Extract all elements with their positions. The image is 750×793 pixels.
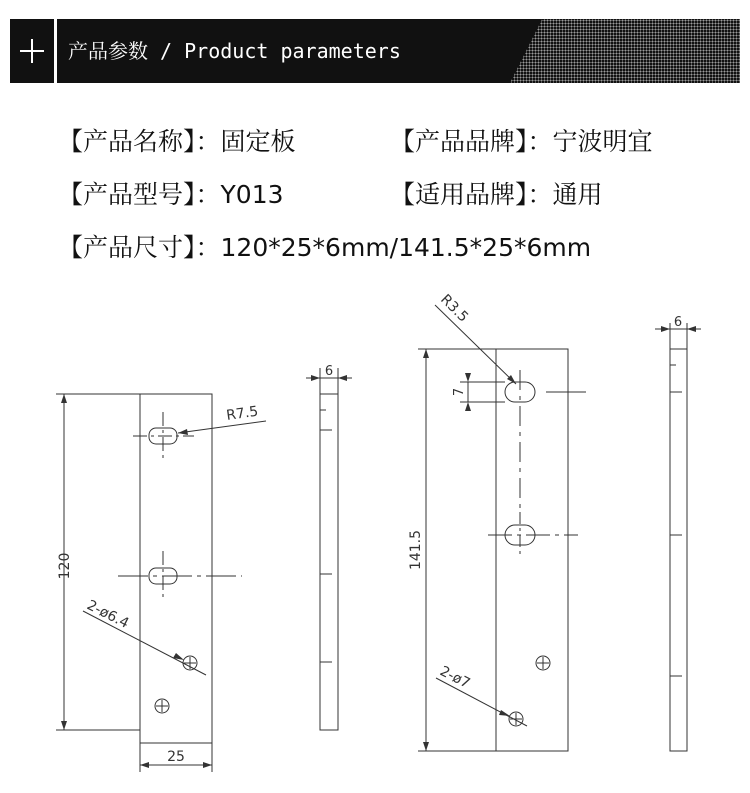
plate-a-width-label: 25 — [167, 749, 185, 765]
plate-a-outline — [140, 394, 212, 743]
plate-a-length-label: 120 — [57, 552, 73, 580]
plate-b-slot-width-label: 7 — [452, 387, 467, 397]
plate-a-holes-label: 2-ø6.4 — [84, 597, 132, 632]
section-title: 产品参数 / Product parameters — [68, 39, 401, 63]
plate-b-length-label: 141.5 — [408, 529, 424, 571]
param-product-brand: 【产品品牌】：宁波明宜 — [390, 127, 653, 156]
plate-b-thickness-label: 6 — [673, 315, 683, 330]
plate-a-thickness-label: 6 — [324, 364, 334, 379]
param-applicable-brand: 【适用品牌】：通用 — [390, 180, 603, 209]
plate-b-side-view — [670, 349, 687, 751]
param-product-size: 【产品尺寸】：120*25*6mm/141.5*25*6mm — [58, 233, 592, 262]
plate-b-holes-label: 2-ø7 — [437, 663, 473, 692]
plate-a-side-view — [320, 394, 338, 730]
param-product-name: 【产品名称】：固定板 — [58, 127, 296, 156]
plate-b-radius-label: R3.5 — [437, 291, 472, 326]
param-product-model: 【产品型号】：Y013 — [58, 180, 284, 209]
plate-b-outline — [496, 349, 568, 751]
plate-a-radius-label: R7.5 — [225, 403, 260, 424]
